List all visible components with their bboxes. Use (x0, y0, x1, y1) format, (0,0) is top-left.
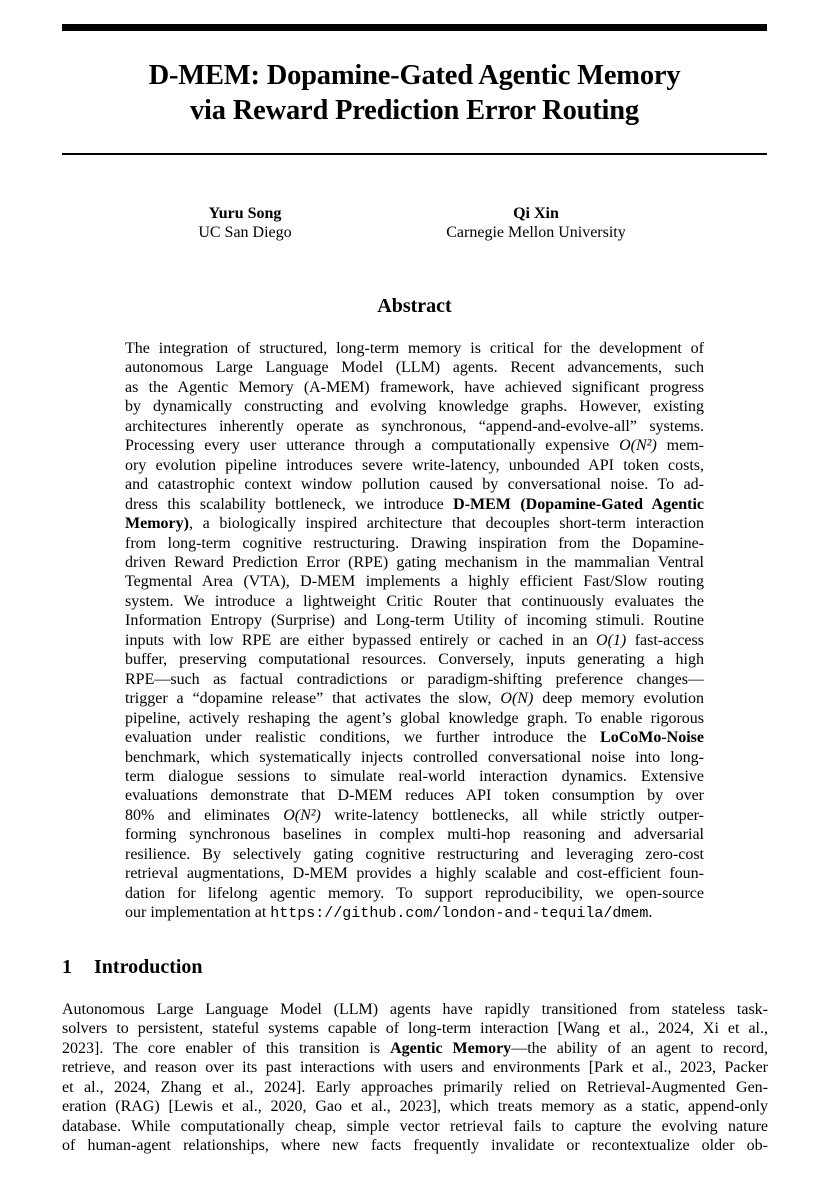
title-line-1: D-MEM: Dopamine-Gated Agentic Memory (148, 60, 681, 91)
abstract-text: , a biologically inspired architecture that decouples short-term interaction (188, 515, 704, 533)
dmem-name-bold: Memory) (125, 515, 189, 533)
abstract-line: buffer, preserving computational resources. Conversely, inputs generating a high (125, 651, 704, 669)
abstract-line: system. We introduce a lightweight Critic Router that continuously evaluates the (125, 592, 704, 610)
agentic-memory-bold: Agentic Memory (390, 1039, 512, 1057)
abstract-body (125, 339, 704, 924)
abstract-line: The integration of structured, long-term memory is critical for the development of (125, 340, 704, 357)
paper-title (62, 58, 767, 128)
title-line-2: via Reward Prediction Error Routing (190, 95, 639, 126)
author-affiliation: UC San Diego (198, 224, 292, 241)
abstract-text: our implementation at (125, 904, 271, 922)
abstract-line: pipeline, actively reshaping the agent’s global knowledge graph. To enable rigorous (125, 709, 704, 727)
abstract-line: as the Agentic Memory (A-MEM) framework, have achieved significant progress (125, 378, 704, 396)
abstract-line (125, 689, 704, 708)
abstract-line: Tegmental Area (VTA), D-MEM implements a highly efficient Fast/Slow routing (125, 573, 704, 591)
abstract-text: mem- (656, 437, 704, 455)
abstract-text: write-latency bottlenecks, all while strictly outper- (320, 806, 704, 824)
abstract-line (125, 514, 704, 533)
abstract-text: 80% and eliminates (125, 806, 284, 824)
abstract-line: driven Reward Prediction Error (RPE) gating mechanism in the mammalian Ventral (125, 553, 704, 571)
abstract-text: deep memory evolution (533, 690, 704, 708)
dmem-name-bold: D-MEM (Dopamine-Gated Agentic (453, 495, 704, 513)
math-expression: O(N²) (619, 437, 657, 455)
abstract-line (125, 806, 704, 825)
abstract-line: benchmark, which systematically injects controlled conversational noise into long- (125, 748, 704, 766)
abstract-line: autonomous Large Language Model (LLM) agents. Recent advancements, such (125, 359, 704, 377)
abstract-line: by dynamically constructing and evolving knowledge graphs. However, existing (125, 398, 704, 416)
math-expression: O(N²) (283, 806, 321, 824)
section-title: Introduction (94, 956, 203, 978)
intro-line: retrieve, and reason over its past interactions with users and environments [Park et al., 2023, Packer (62, 1059, 768, 1077)
abstract-text: . (648, 904, 653, 922)
title-top-rule (62, 24, 767, 31)
abstract-line: dation for lifelong agentic memory. To support reproducibility, we open-source (125, 884, 704, 902)
abstract-text: evaluation under realistic conditions, we further introduce the (125, 729, 601, 747)
introduction-body (62, 1000, 768, 1156)
intro-line: Autonomous Large Language Model (LLM) agents have rapidly transitioned from stateless task- (62, 1001, 768, 1018)
abstract-line: from long-term cognitive restructuring. Drawing inspiration from the Dopamine- (125, 534, 704, 552)
abstract-line: Information Entropy (Surprise) and Long-term Utility of incoming stimuli. Routine (125, 612, 704, 630)
benchmark-name-bold: LoCoMo-Noise (600, 729, 704, 747)
title-bottom-rule (62, 153, 767, 155)
section-heading (62, 955, 767, 979)
math-expression: O(1) (596, 631, 627, 649)
intro-line: eration (RAG) [Lewis et al., 2020, Gao et al., 2023], which treats memory as a static, append-only (62, 1098, 768, 1116)
abstract-line: and catastrophic context window pollution caused by conversational noise. To ad- (125, 476, 704, 494)
abstract-line: resilience. By selectively gating cognitive restructuring and leveraging zero-cost (125, 845, 704, 863)
section-number: 1 (62, 956, 72, 978)
abstract-line (125, 631, 704, 650)
abstract-text: Processing every user utterance through a computationally expensive (125, 437, 620, 455)
abstract-line: forming synchronous baselines in complex multi-hop reasoning and adversarial (125, 826, 704, 844)
abstract-line: RPE—such as factual contradictions or paradigm-shifting preference changes— (125, 670, 704, 688)
abstract-line: ory evolution pipeline introduces severe write-latency, unbounded API token costs, (125, 456, 704, 474)
abstract-heading: Abstract (377, 295, 452, 317)
author-name: Yuru Song (208, 205, 282, 222)
intro-line (62, 1039, 768, 1058)
intro-text: —the ability of an agent to record, (511, 1039, 769, 1057)
abstract-line (125, 728, 704, 747)
intro-line: solvers to persistent, stateful systems capable of long-term interaction [Wang et al., 2024, Xi et al., (62, 1020, 768, 1038)
intro-line: of human-agent relationships, where new facts frequently invalidate or recontextualize older ob- (62, 1137, 768, 1155)
intro-line: database. While computationally cheap, simple vector retrieval fails to capture the evolving nature (62, 1117, 768, 1135)
repository-link[interactable]: https://github.com/london-and-tequila/dmem (270, 905, 649, 923)
abstract-text: dress this scalability bottleneck, we introduce (125, 495, 454, 513)
abstract-text: fast-access (626, 631, 704, 649)
abstract-line: term dialogue sessions to simulate real-world interaction dynamics. Extensive (125, 767, 704, 785)
author-block (396, 204, 676, 242)
abstract-line: retrieval augmentations, D-MEM provides a highly scalable and cost-efficient foun- (125, 865, 704, 883)
abstract-line (125, 436, 704, 455)
author-affiliation: Carnegie Mellon University (446, 224, 626, 241)
abstract-line (125, 903, 704, 923)
author-block (150, 204, 340, 242)
abstract-text: trigger a “dopamine release” that activates the slow, (125, 690, 501, 708)
math-expression: O(N) (500, 690, 534, 708)
abstract-line: architectures inherently operate as synchronous, “append-and-evolve-all” systems. (125, 417, 704, 435)
author-name: Qi Xin (513, 205, 559, 222)
abstract-line: evaluations demonstrate that D-MEM reduces API token consumption by over (125, 787, 704, 805)
intro-text: 2023]. The core enabler of this transition is (62, 1039, 391, 1057)
abstract-text: inputs with low RPE are either bypassed entirely or cached in an (125, 631, 597, 649)
abstract-line (125, 495, 704, 514)
intro-line: et al., 2024, Zhang et al., 2024]. Early approaches primarily relied on Retrieval-Augmented Gen- (62, 1078, 768, 1096)
